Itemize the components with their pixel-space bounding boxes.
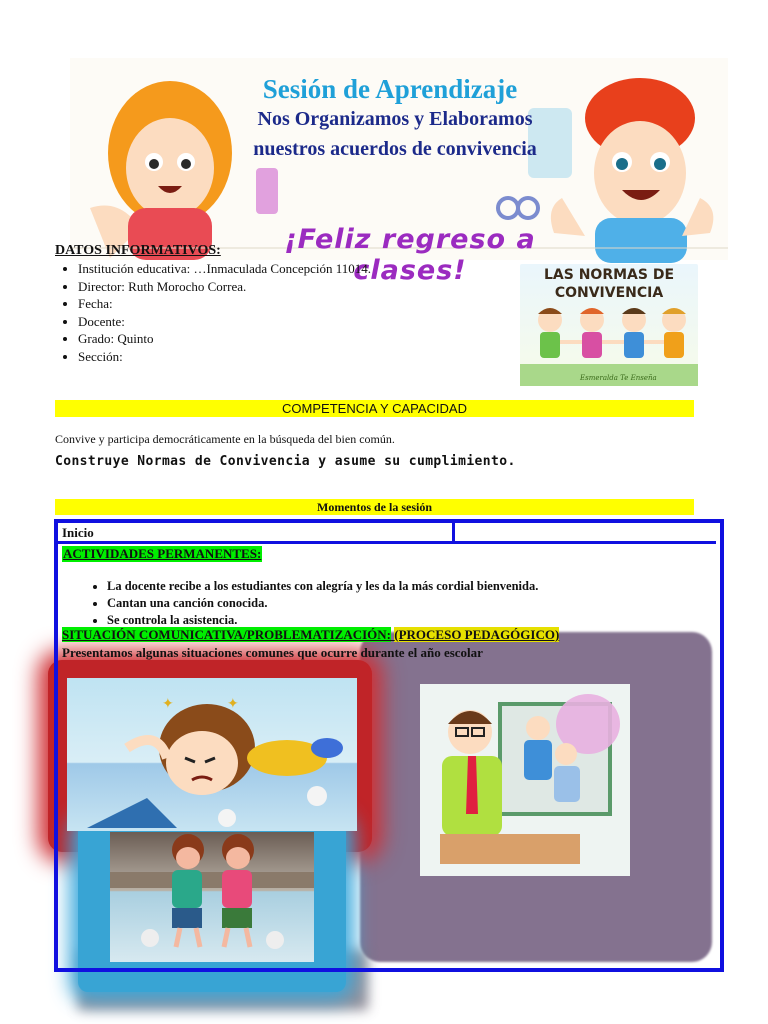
banner-subtitle-line2: nuestros acuerdos de convivencia: [253, 138, 537, 160]
datos-item-grado: • Grado: Quinto: [78, 330, 371, 348]
actividad-item: • Cantan una canción conocida.: [107, 595, 538, 612]
svg-text:✦: ✦: [162, 697, 174, 712]
actividades-permanentes-title: ACTIVIDADES PERMANENTES:: [63, 546, 262, 561]
banner-subtitle-line1: Nos Organizamos y Elaboramos: [257, 108, 533, 130]
actividad-item: • Se controla la asistencia.: [107, 612, 538, 629]
normas-credit: Esmeralda Te Enseña: [580, 374, 657, 382]
actividades-list: [82, 578, 538, 629]
scissors-icon: [498, 198, 518, 218]
table-divider: [58, 541, 716, 544]
glue-icon: [256, 168, 278, 214]
banner-title: Sesión de Aprendizaje: [262, 74, 518, 104]
children-holding-hands-icon: [520, 304, 698, 386]
proceso-pedagogico-label: (PROCESO PEDAGÓGICO): [394, 627, 560, 642]
capacidad-text: Construye Normas de Convivencia y asume su cumplimiento.: [55, 454, 516, 469]
inicio-label: Inicio: [62, 525, 94, 540]
svg-text:✦: ✦: [227, 697, 239, 712]
competencia-text: Convive y participa democráticamente en la búsqueda del bien común.: [55, 432, 395, 446]
banner-greeting: ¡Feliz regreso a clases!: [284, 224, 536, 286]
datos-item-docente: • Docente:: [78, 313, 371, 331]
presentamos-text: Presentamos algunas situaciones comunes que ocurre durante el año escolar: [62, 645, 483, 660]
situacion-title: SITUACIÓN COMUNICATIVA/PROBLEMATIZACIÓN:: [62, 627, 392, 642]
actividad-item: • La docente recibe a los estudiantes con alegría y les da la más cordial bienvenida.: [107, 578, 538, 595]
competencia-header: COMPETENCIA Y CAPACIDAD: [55, 400, 694, 417]
situacion-comunicativa-heading: [62, 627, 559, 643]
normas-image-title: [520, 266, 698, 302]
datos-item-institucion: • Institución educativa: …Inmaculada Concepción 11014.: [78, 260, 371, 278]
datos-item-director: • Director: Ruth Morocho Correa.: [78, 278, 371, 296]
datos-informativos-title: DATOS INFORMATIVOS:: [55, 243, 221, 258]
normas-title-line2: CONVIVENCIA: [554, 285, 664, 301]
momentos-header: Momentos de la sesión: [55, 499, 694, 515]
normas-de-convivencia-image: [520, 264, 698, 386]
normas-title-line1: LAS NORMAS DE: [543, 267, 675, 283]
datos-item-seccion: • Sección:: [78, 348, 371, 366]
datos-informativos-list: [48, 260, 371, 365]
datos-item-fecha: • Fecha:: [78, 295, 371, 313]
